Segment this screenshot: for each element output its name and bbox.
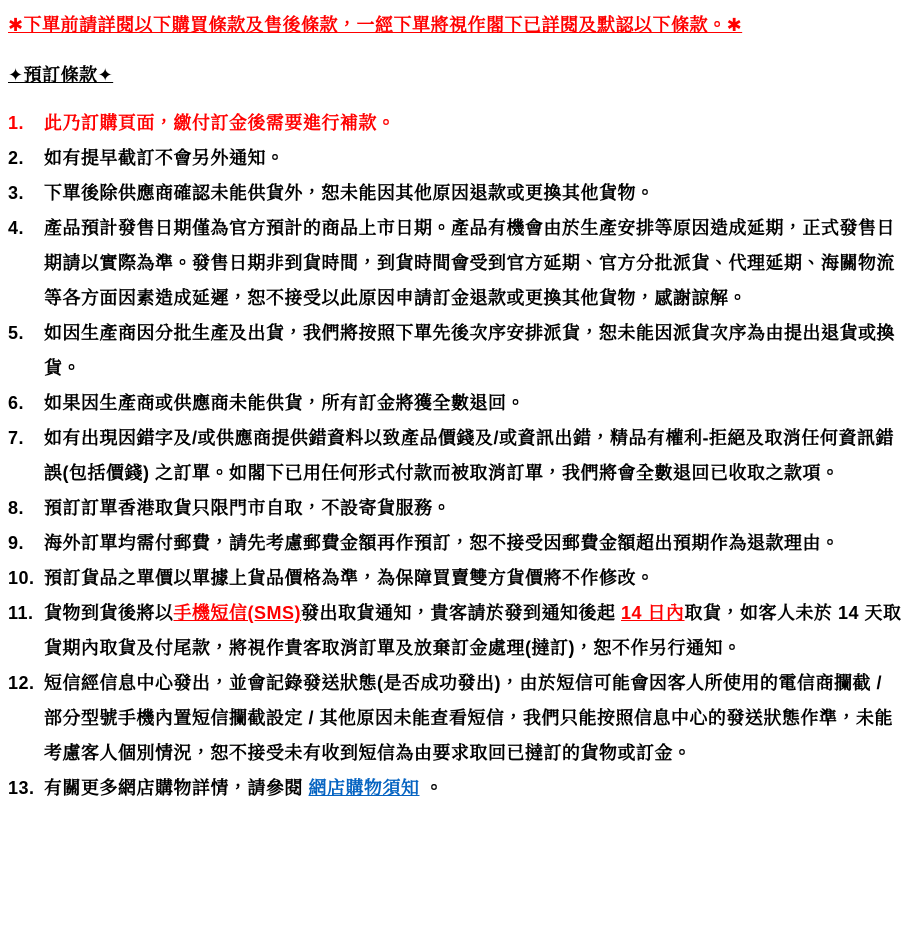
- term-text: [44, 771, 903, 806]
- term-number: 10.: [8, 568, 35, 588]
- term-item: [8, 666, 903, 771]
- term-number: 12.: [8, 673, 35, 693]
- term-item: [8, 526, 903, 561]
- term-number: 9.: [8, 533, 25, 553]
- term-item: [8, 106, 903, 141]
- text-segment: 此乃訂購頁面，繳付訂金後需要進行補款。: [44, 113, 396, 133]
- term-text: [44, 421, 903, 491]
- term-number: 7.: [8, 428, 25, 448]
- section-title-preorder-terms: ✦預訂條款✦: [8, 65, 114, 85]
- term-item: [8, 771, 903, 806]
- text-segment: 發出取貨通知，貴客請於發到通知後起: [301, 603, 621, 623]
- term-item: [8, 211, 903, 316]
- text-segment: 14 日內: [621, 603, 685, 623]
- text-segment: 海外訂單均需付郵費，請先考慮郵費金額再作預訂，恕不接受因郵費金額超出預期作為退款理由。: [44, 533, 840, 553]
- term-item: [8, 596, 903, 666]
- term-text: [44, 386, 903, 421]
- term-number: 8.: [8, 498, 25, 518]
- term-text: [44, 526, 903, 561]
- term-item: [8, 421, 903, 491]
- term-item: [8, 386, 903, 421]
- text-segment: 如有出現因錯字及/或供應商提供錯資料以致產品價錢及/或資訊出錯，精品有權利-拒絕及取消任何資訊錯誤(包括價錢) 之訂單。如閣下已用任何形式付款而被取消訂單，我們將會全數退回已收取之款項。: [44, 428, 894, 483]
- term-item: [8, 491, 903, 526]
- text-segment: 下單後除供應商確認未能供貨外，恕未能因其他原因退款或更換其他貨物。: [44, 183, 655, 203]
- term-item: [8, 176, 903, 211]
- text-segment: 如有提早截訂不會另外通知。: [44, 148, 285, 168]
- term-text: [44, 316, 903, 386]
- purchase-notice-banner: ✱下單前請詳閱以下購買條款及售後條款，一經下單將視作閣下已詳閱及默認以下條款。✱: [8, 15, 743, 35]
- term-text: [44, 596, 903, 666]
- text-segment: 如因生產商因分批生產及出貨，我們將按照下單先後次序安排派貨，恕未能因派貨次序為由提出退貨或換貨。: [44, 323, 895, 378]
- text-segment: 如果因生產商或供應商未能供貨，所有訂金將獲全數退回。: [44, 393, 525, 413]
- term-number: 11.: [8, 603, 34, 623]
- term-number: 4.: [8, 218, 25, 238]
- term-item: [8, 141, 903, 176]
- term-text: [44, 666, 903, 771]
- term-text: [44, 211, 903, 316]
- text-segment: 有關更多網店購物詳情，請參閱: [44, 778, 309, 798]
- text-segment: 產品預計發售日期僅為官方預計的商品上市日期。產品有機會由於生產安排等原因造成延期，正式發售日期請以實際為準。發售日期非到貨時間，到貨時間會受到官方延期、官方分批派貨、代理延期、海關物流等各方面因素造成延遲，恕不接受以此原因申請訂金退款或更換其他貨物，感謝諒解。: [44, 218, 895, 308]
- terms-list: [8, 106, 903, 806]
- text-segment: 貨物到貨後將以: [44, 603, 174, 623]
- text-segment: 短信經信息中心發出，並會記錄發送狀態(是否成功發出)，由於短信可能會因客人所使用的電信商攔截 / 部分型號手機內置短信攔截設定 / 其他原因未能查看短信，我們只能按照信息中心的發送狀態作準，未能考慮客人個別情況，恕不接受未有收到短信為由要求取回已撻訂的貨物或訂金。: [44, 673, 893, 763]
- term-number: 13.: [8, 778, 35, 798]
- text-segment: 手機短信(SMS): [173, 603, 301, 623]
- term-text: [44, 106, 903, 141]
- text-segment: 。: [419, 778, 444, 798]
- term-text: [44, 561, 903, 596]
- text-segment: 預訂貨品之單價以單據上貨品價格為準，為保障買賣雙方貨價將不作修改。: [44, 568, 655, 588]
- term-number: 3.: [8, 183, 25, 203]
- shop-guide-link[interactable]: 網店購物須知: [308, 778, 420, 798]
- term-number: 5.: [8, 323, 25, 343]
- term-number: 2.: [8, 148, 25, 168]
- term-number: 6.: [8, 393, 25, 413]
- text-segment: 取貨，如客人未於 14 天取貨期內取貨及付尾款，將視作貴客取消訂單及放棄訂金處理(撻訂)，恕不作另行通知。: [44, 603, 902, 658]
- term-item: [8, 561, 903, 596]
- term-item: [8, 316, 903, 386]
- term-text: [44, 176, 903, 211]
- text-segment: 預訂訂單香港取貨只限門市自取，不設寄貨服務。: [44, 498, 451, 518]
- term-text: [44, 141, 903, 176]
- term-text: [44, 491, 903, 526]
- term-number: 1.: [8, 113, 25, 133]
